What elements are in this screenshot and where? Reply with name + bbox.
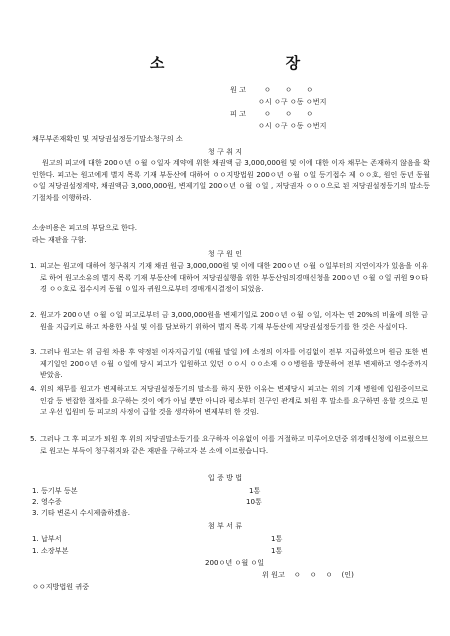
defendant-name: ㅇ ㅇ ㅇ bbox=[264, 109, 320, 118]
cause-item-number: 1. bbox=[30, 261, 37, 270]
cause-item-number: 5. bbox=[30, 434, 37, 443]
claim-item: 라는 재판을 구함. bbox=[32, 235, 87, 244]
defendant-role: 피 고 bbox=[230, 109, 246, 118]
plaintiff-role: 원 고 bbox=[230, 85, 246, 94]
attachment-label: 1. 납부서 bbox=[32, 534, 62, 543]
evidence-label: 3. 기타 변론시 수시제출하겠음. bbox=[32, 508, 131, 517]
cause-item-text: 피고는 원고에 대하여 청구취지 기재 채권 원금 3,000,000원 및 이에 대한 200ㅇ년 ㅇ월 ㅇ일부터의 지연이자가 있음을 이유로 하여 원고소유의 별지 목록 기재 부동산에 대하여 저당권실행을 위한 부동산임의경매신청을 200ㅇ년 ㅇ월 ㅇ일 귀원 9ㅇ타경 ㅇㅇ호로 접수시켜 동월 ㅇ일자 귀원으로부터 경매개시결정이 되었음. bbox=[40, 261, 428, 294]
cause-item-text: 그러나 원고는 위 금원 차용 후 약정된 이자지급기일 (매월 말일 )에 소정의 이자를 어김없이 전부 지급하였으며 원금 또한 변제기일인 200ㅇ년 ㅇ월 ㅇ일에 당시 피고가 입원하고 있던 ㅇㅇ시 ㅇㅇ소재 ㅇㅇ병원을 방문하여 전부 변제하고 영수증까지 받았음. bbox=[40, 347, 428, 380]
cause-item-number: 3. bbox=[30, 347, 37, 356]
filing-date: 200ㅇ년 ㅇ월 ㅇ일 bbox=[205, 558, 265, 567]
evidence-count: 1통 bbox=[249, 486, 261, 495]
case-title: 채무부존재확인 및 저당권설정등기말소청구의 소 bbox=[32, 134, 183, 143]
cause-item bbox=[30, 309, 428, 332]
evidence-heading: 입 증 방 법 bbox=[207, 473, 243, 482]
evidence-count: 10통 bbox=[246, 497, 262, 506]
attachment-count: 1통 bbox=[271, 546, 283, 555]
attachment-count: 1통 bbox=[271, 534, 283, 543]
claim-item: 소송비용은 피고의 부담으로 한다. bbox=[32, 223, 137, 232]
document-title: 소 장 bbox=[149, 54, 359, 72]
cause-item-number: 4. bbox=[30, 384, 37, 393]
claim-item: 원고의 피고에 대한 200ㅇ년 ㅇ월 ㅇ일자 계약에 위한 채권액 금 3,000,000원 및 이에 대한 이자 채무는 존재하지 않음을 확인한다. 피고는 원고에게 별지 목록 기재 부동산에 대하여 ㅇㅇ지방법원 200ㅇ년 ㅇ월 ㅇ일 등기접수 제 ㅇㅇ호, 원인 동년 동월 ㅇ일 저당권설정계약, 채권액금 3,000,000원, 변제기일 200ㅇ년 ㅇ월 ㅇ일 , 저당권자 ㅇㅇㅇ으로 된 저당권설정등기의 말소등기절차를 이행하라. bbox=[32, 158, 430, 202]
cause-item bbox=[30, 383, 428, 418]
cause-item-text: 위의 채무를 원고가 변제하고도 저당권설정등기의 말소를 하지 못한 이유는 변제당시 피고는 위의 기재 병원에 입원중이므로 인감 등 번잡한 절차를 요구하는 것이 예가 아닐 뿐만 아니라 평소부터 친구인 관계로 퇴원 후 말소를 요구하면 응할 것으로 믿고 우선 입원비 등 피고의 사정이 급할 것을 생각하여 변제부터 한 것임. bbox=[40, 384, 428, 417]
signature-line: 위 원고 ㅇ ㅇ ㅇ (인) bbox=[262, 570, 354, 579]
attachments-heading: 첨 부 서 류 bbox=[207, 521, 243, 530]
defendant-address: ㅇ시 ㅇ구 ㅇ동 ㅇ번지 bbox=[258, 121, 327, 130]
cause-item bbox=[30, 260, 428, 295]
evidence-label: 2. 영수증 bbox=[32, 497, 62, 506]
cause-item-number: 2. bbox=[30, 310, 37, 319]
court-addressee: ㅇㅇ지방법원 귀중 bbox=[32, 582, 90, 591]
plaintiff-name: ㅇ ㅇ ㅇ bbox=[264, 85, 320, 94]
cause-item bbox=[30, 433, 428, 456]
evidence-label: 1. 등기부 등본 bbox=[32, 486, 78, 495]
claim-heading: 청 구 취 지 bbox=[207, 147, 243, 156]
cause-item-text: 그러나 그 후 피고가 퇴원 후 위의 저당권말소등기를 요구하자 이유없이 이를 거절하고 미루어오던중 위경매신청에 이르렀으므로 원고는 부득이 청구취지와 같은 재판을 구하고자 본 소에 이르렀습니다. bbox=[40, 434, 428, 455]
cause-heading: 청 구 원 인 bbox=[207, 249, 243, 258]
plaintiff-address: ㅇ시 ㅇ구 ㅇ동 ㅇ번지 bbox=[258, 97, 327, 106]
cause-item bbox=[30, 346, 428, 381]
cause-item-text: 원고가 200ㅇ년 ㅇ월 ㅇ일 피고로부터 금 3,000,000원을 변제기일로 200ㅇ년 ㅇ월 ㅇ일, 이자는 연 20%의 비율에 의한 금원을 지급키로 하고 차용한 사실 및 이를 담보하기 위하여 별지 목록 기재 부동산에 저당권설정등기를 한 것은 사실이다. bbox=[40, 310, 428, 331]
attachment-label: 1. 소장부본 bbox=[32, 546, 69, 555]
